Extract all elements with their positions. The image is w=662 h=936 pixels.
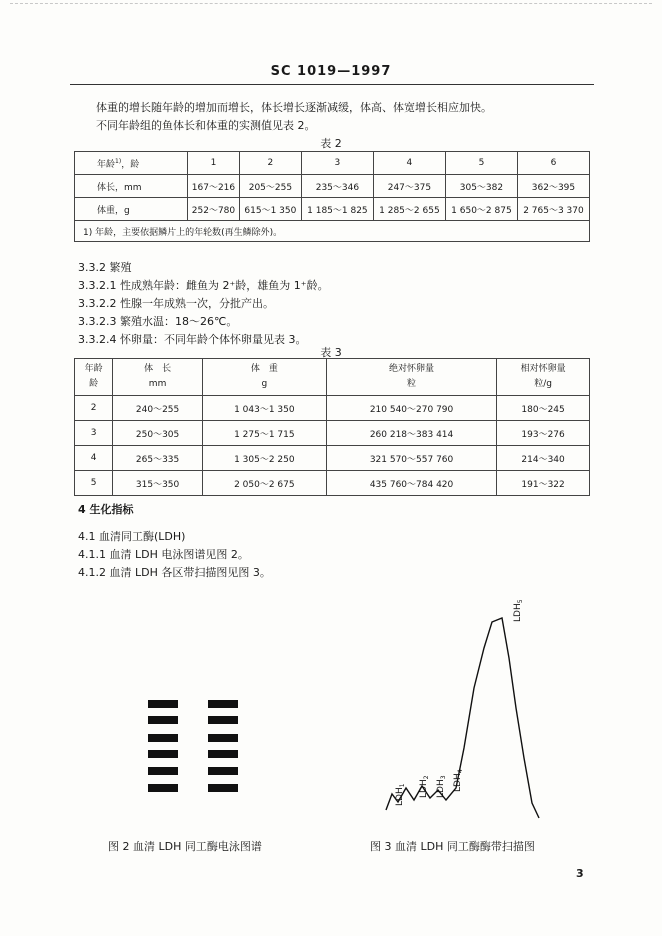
age-header-label: 年龄 (97, 159, 116, 170)
header-rule (70, 84, 594, 85)
table-footnote: 1) 年龄，主要依据鳞片上的年轮数(再生鳞除外)。 (75, 221, 590, 242)
gel-band (148, 700, 178, 708)
age-cell: 4 (373, 152, 445, 175)
section-4-heading: 4 生化指标 (78, 503, 134, 516)
table-cell: 435 760～784 420 (326, 471, 496, 496)
age-cell: 5 (445, 152, 517, 175)
table-cell: 2 765～3 370 (517, 198, 589, 221)
ldh-scan-plot (364, 588, 564, 828)
table-cell: 2 050～2 675 (202, 471, 326, 496)
age-cell: 3 (301, 152, 373, 175)
gel-band (148, 716, 178, 724)
age-cell: 1 (188, 152, 240, 175)
table-cell: 4 (75, 446, 113, 471)
table-cell: 247～375 (373, 175, 445, 198)
gel-band (148, 734, 178, 742)
section-3-3-2-1: 3.3.2.1 性成熟年龄：雌鱼为 2⁺龄，雄鱼为 1⁺龄。 (78, 279, 329, 292)
table-cell: 191～322 (497, 471, 590, 496)
table-cell: 3 (75, 421, 113, 446)
age-header-suffix: ，龄 (121, 159, 140, 170)
header-unit: g (261, 379, 268, 389)
standard-number: SC 1019—1997 (270, 64, 392, 79)
table-cell: 5 (75, 471, 113, 496)
table-cell: 2 (75, 396, 113, 421)
table-cell: 305～382 (445, 175, 517, 198)
age-cell: 2 (239, 152, 301, 175)
table-row (75, 421, 590, 446)
table-cell: 321 570～557 760 (326, 446, 496, 471)
table-cell: 362～395 (517, 175, 589, 198)
gel-band (208, 784, 238, 792)
table-cell: 180～245 (497, 396, 590, 421)
age-cell: 6 (517, 152, 589, 175)
table-3 (74, 358, 590, 496)
table-header-row (75, 152, 590, 175)
header-cell (113, 359, 202, 396)
table-cell: 260 218～383 414 (326, 421, 496, 446)
gel-band (208, 700, 238, 708)
table-cell: 235～346 (301, 175, 373, 198)
gel-band (148, 767, 178, 775)
gel-band (208, 767, 238, 775)
table3-caption: 表 3 (320, 346, 342, 359)
table-cell: 167～216 (188, 175, 240, 198)
section-3-3-2: 3.3.2 繁殖 (78, 261, 132, 274)
header-top: 年龄 (84, 364, 103, 374)
section-3-3-2-3: 3.3.2.3 繁殖水温：18～26℃。 (78, 315, 238, 328)
table2-caption: 表 2 (320, 137, 342, 150)
table-note-row (75, 221, 590, 242)
table-cell: 240～255 (113, 396, 202, 421)
table-cell: 265～335 (113, 446, 202, 471)
table-cell: 193～276 (497, 421, 590, 446)
header-unit: mm (148, 379, 167, 389)
table-cell: 1 185～1 825 (301, 198, 373, 221)
footnote-marker: 1) (115, 157, 122, 165)
section-3-3-2-2: 3.3.2.2 性腺一年成熟一次，分批产出。 (78, 297, 274, 310)
table-cell: 1 285～2 655 (373, 198, 445, 221)
gel-band (148, 750, 178, 758)
ldh3-label: $LDH_3$ (436, 775, 447, 798)
table-cell: 210 540～270 790 (326, 396, 496, 421)
page-number: 3 (576, 867, 584, 880)
table-row (75, 175, 590, 198)
table-cell: 1 650～2 875 (445, 198, 517, 221)
header-top: 绝对怀卵量 (389, 364, 435, 374)
section-4-1-2: 4.1.2 血清 LDH 各区带扫描图见图 3。 (78, 566, 271, 579)
electrophoresis-gel (148, 700, 258, 798)
ldh2-label: $LDH_2$ (419, 775, 430, 798)
table-row (75, 198, 590, 221)
header-unit: 粒/g (534, 379, 552, 389)
table-cell: 315～350 (113, 471, 202, 496)
table-cell: 1 043～1 350 (202, 396, 326, 421)
gel-band (208, 716, 238, 724)
header-cell (326, 359, 496, 396)
intro-paragraph: 体重的增长随年龄的增加而增长，体长增长逐渐减缓，体高、体宽增长相应加快。 (96, 101, 492, 114)
ldh1-label: $LDH_1$ (395, 783, 406, 806)
ldh4-label: $LDH_4$ (453, 769, 464, 792)
section-4-1-1: 4.1.1 血清 LDH 电泳图谱见图 2。 (78, 548, 249, 561)
gel-band (148, 784, 178, 792)
figure2-caption: 图 2 血清 LDH 同工酶电泳图谱 (108, 840, 262, 853)
table-2 (74, 151, 590, 242)
table-cell: 205～255 (239, 175, 301, 198)
table-row (75, 396, 590, 421)
row-label: 体重，g (75, 198, 188, 221)
header-cell (75, 359, 113, 396)
table-cell: 214～340 (497, 446, 590, 471)
age-header-cell (75, 152, 188, 175)
header-unit: 龄 (89, 379, 99, 389)
figure3-caption: 图 3 血清 LDH 同工酶酶带扫描图 (370, 840, 535, 853)
header-unit: 粒 (407, 379, 417, 389)
gel-band (208, 734, 238, 742)
header-top: 体 重 (250, 364, 278, 374)
section-3-3-2-4: 3.3.2.4 怀卵量：不同年龄个体怀卵量见表 3。 (78, 333, 307, 346)
row-label: 体长，mm (75, 175, 188, 198)
section-4-1: 4.1 血清同工酶(LDH) (78, 530, 186, 543)
header-top: 体 长 (144, 364, 172, 374)
header-top: 相对怀卵量 (520, 364, 566, 374)
table-cell: 1 305～2 250 (202, 446, 326, 471)
gel-band (208, 750, 238, 758)
header-cell (497, 359, 590, 396)
table-cell: 252～780 (188, 198, 240, 221)
intro-table-ref: 不同年龄组的鱼体长和体重的实测值见表 2。 (96, 119, 316, 132)
table-cell: 1 275～1 715 (202, 421, 326, 446)
page-edge (10, 3, 652, 4)
ldh5-label: $LDH_5$ (513, 599, 524, 622)
table-row (75, 471, 590, 496)
header-cell (202, 359, 326, 396)
table-header-row (75, 359, 590, 396)
table-cell: 615～1 350 (239, 198, 301, 221)
table-cell: 250～305 (113, 421, 202, 446)
table-row (75, 446, 590, 471)
